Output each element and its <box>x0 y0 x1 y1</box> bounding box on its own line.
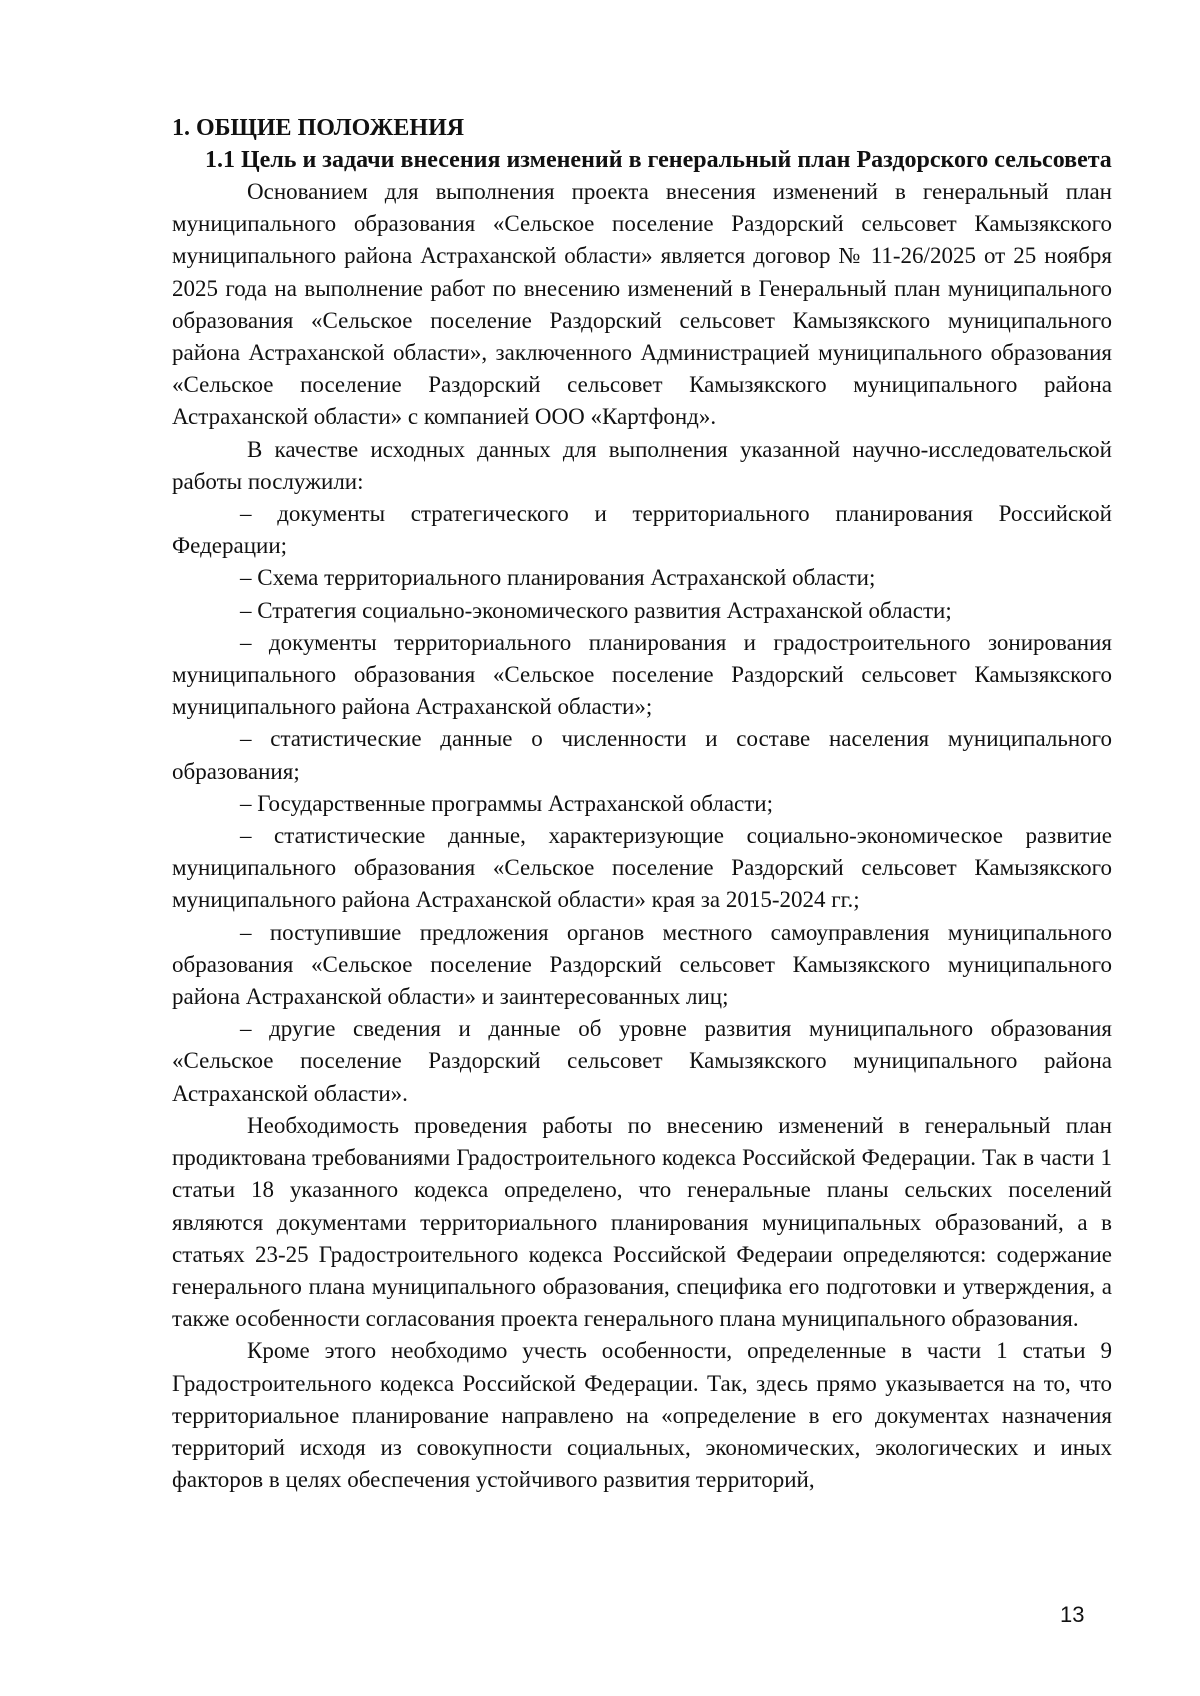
list-item: – поступившие предложения органов местного самоуправления муниципального образования «Сельское поселение Раздорский сельсовет Камызякского муниципального района Астраханской области» и заинтересованных лиц; <box>172 919 1112 1010</box>
paragraph: Необходимость проведения работы по внесению изменений в генеральный план продиктована требованиями Градостроительного кодекса Российской Федерации. Так в части 1 статьи 18 указанного кодекса определено, что генеральные планы сельских поселений являются документами территориального планирования муниципальных образований, а в статьях 23-25 Градостроительного кодекса Российской Федераии определяются: содержание генерального плана муниципального образования, специфика его подготовки и утверждения, а также особенности согласования проекта генерального плана муниципального образования. <box>172 1112 1112 1332</box>
document-page <box>172 112 1112 1496</box>
paragraph: Основанием для выполнения проекта внесения изменений в генеральный план муниципального образования «Сельское поселение Раздорский сельсовет Камызякского муниципального района Астраханской области» является договор № 11-26/2025 от 25 ноября 2025 года на выполнение работ по внесению изменений в Генеральный план муниципального образования «Сельское поселение Раздорский сельсовет Камызякского муниципального района Астраханской области», заключенного Администрацией муниципального образования «Сельское поселение Раздорский сельсовет Камызякского муниципального района Астраханской области» с компанией ООО «Картфонд». <box>172 179 1112 430</box>
list-item: – Государственные программы Астраханской области; <box>240 790 773 816</box>
paragraph: Кроме этого необходимо учесть особенности, определенные в части 1 статьи 9 Градостроительного кодекса Российской Федерации. Так, здесь прямо указывается на то, что территориальное планирование направлено на «определение в его документах назначения территорий исходя из совокупности социальных, экономических, экологических и иных факторов в целях обеспечения устойчивого развития территорий, <box>172 1338 1112 1493</box>
list-item: – документы стратегического и территориального планирования Российской Федерации; <box>172 501 1112 559</box>
list-item: – другие сведения и данные об уровне развития муниципального образования «Сельское поселение Раздорский сельсовет Камызякского муниципального района Астраханской области». <box>172 1016 1112 1106</box>
paragraph: В качестве исходных данных для выполнения указанной научно-исследовательской работы послужили: <box>172 436 1112 494</box>
section-title: 1. ОБЩИЕ ПОЛОЖЕНИЯ <box>172 115 465 141</box>
list-item: – документы территориального планирования и градостроительного зонирования муниципального образования «Сельское поселение Раздорский сельсовет Камызякского муниципального района Астраханской области»; <box>172 629 1112 720</box>
page-number: 13 <box>1060 1602 1085 1627</box>
list-item: – Схема территориального планирования Астраханской области; <box>240 565 876 591</box>
list-item: – Стратегия социально-экономического развития Астраханской области; <box>240 597 952 623</box>
subsection-title: 1.1 Цель и задачи внесения изменений в генеральный план Раздорского сельсовета <box>205 147 1112 173</box>
list-item: – статистические данные, характеризующие социально-экономическое развитие муниципального образования «Сельское поселение Раздорский сельсовет Камызякского муниципального района Астраханской области» края за 2015-2024 гг.; <box>172 823 1112 913</box>
list-item: – статистические данные о численности и составе населения муниципального образования; <box>172 726 1112 784</box>
